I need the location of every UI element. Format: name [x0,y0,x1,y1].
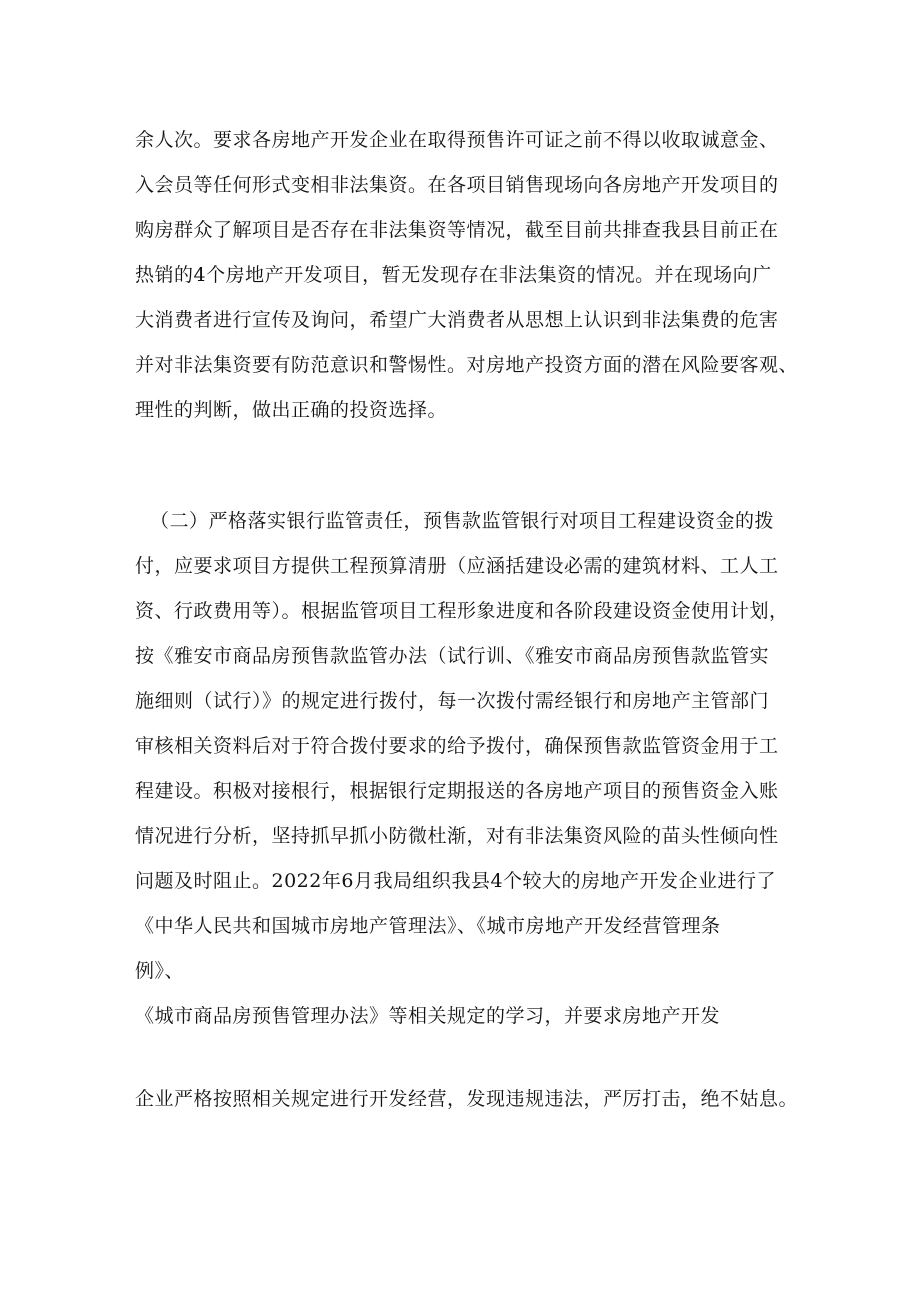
text-line: 《城市商品房预售管理办法》等相关规定的学习，并要求房地产开发 [135,1005,721,1027]
text-line: 并对非法集资要有防范意识和警惕性。对房地产投资方面的潜在风险要客观、 [135,354,799,376]
text-line: 购房群众了解项目是否存在非法集资等情况，截至目前共排查我县目前正在 [135,219,779,241]
text-line: 企业严格按照相关规定进行开发经营，发现违规违法，严厉打击，绝不姑息。 [135,1088,799,1110]
text-line: 按《雅安市商品房预售款监管办法（试行训、《雅安市商品房预售款监管实 [135,645,770,667]
text-line: 例》、 [135,960,185,982]
text-line: 入会员等任何形式变相非法集资。在各项目销售现场向各房地产开发项目的 [135,174,779,196]
text-line: 热销的4个房地产开发项目，暂无发现存在非法集资的情况。并在现场向广 [135,264,772,286]
text-line: 《中华人民共和国城市房地产管理法》、《城市房地产开发经营管理条 [135,915,721,937]
text-line: 情况进行分析，坚持抓早抓小防微杜渐，对有非法集资风险的苗头性倾向性 [135,825,779,847]
section-heading-line: （二）严格落实银行监管责任，预售款监管银行对项目工程建设资金的拨 [150,510,775,532]
text-line: 施细则（试行）》的规定进行拨付，每一次拨付需经银行和房地产主管部门 [135,690,770,712]
text-line: 程建设。积极对接根行，根据银行定期报送的各房地产项目的预售资金入账 [135,780,779,802]
text-line: 付，应要求项目方提供工程预算清册（应涵括建设必需的建筑材料、工人工 [135,555,779,577]
text-line: 大消费者进行宣传及询问，希望广大消费者从思想上认识到非法集费的危害 [135,309,779,331]
text-line: 审核相关资料后对于符合拨付要求的给予拨付，确保预售款监管资金用于工 [135,735,779,757]
text-line: 余人次。要求各房地产开发企业在取得预售许可证之前不得以收取诚意金、 [135,129,779,151]
text-line: 理性的判断，做出正确的投资选择。 [135,399,448,421]
text-line: 问题及时阻止。2022年6月我局组织我县4个较大的房地产开发企业进行了 [135,870,777,892]
text-line: 资、行政费用等）。根据监管项目工程形象进度和各阶段建设资金使用计划， [135,600,789,622]
